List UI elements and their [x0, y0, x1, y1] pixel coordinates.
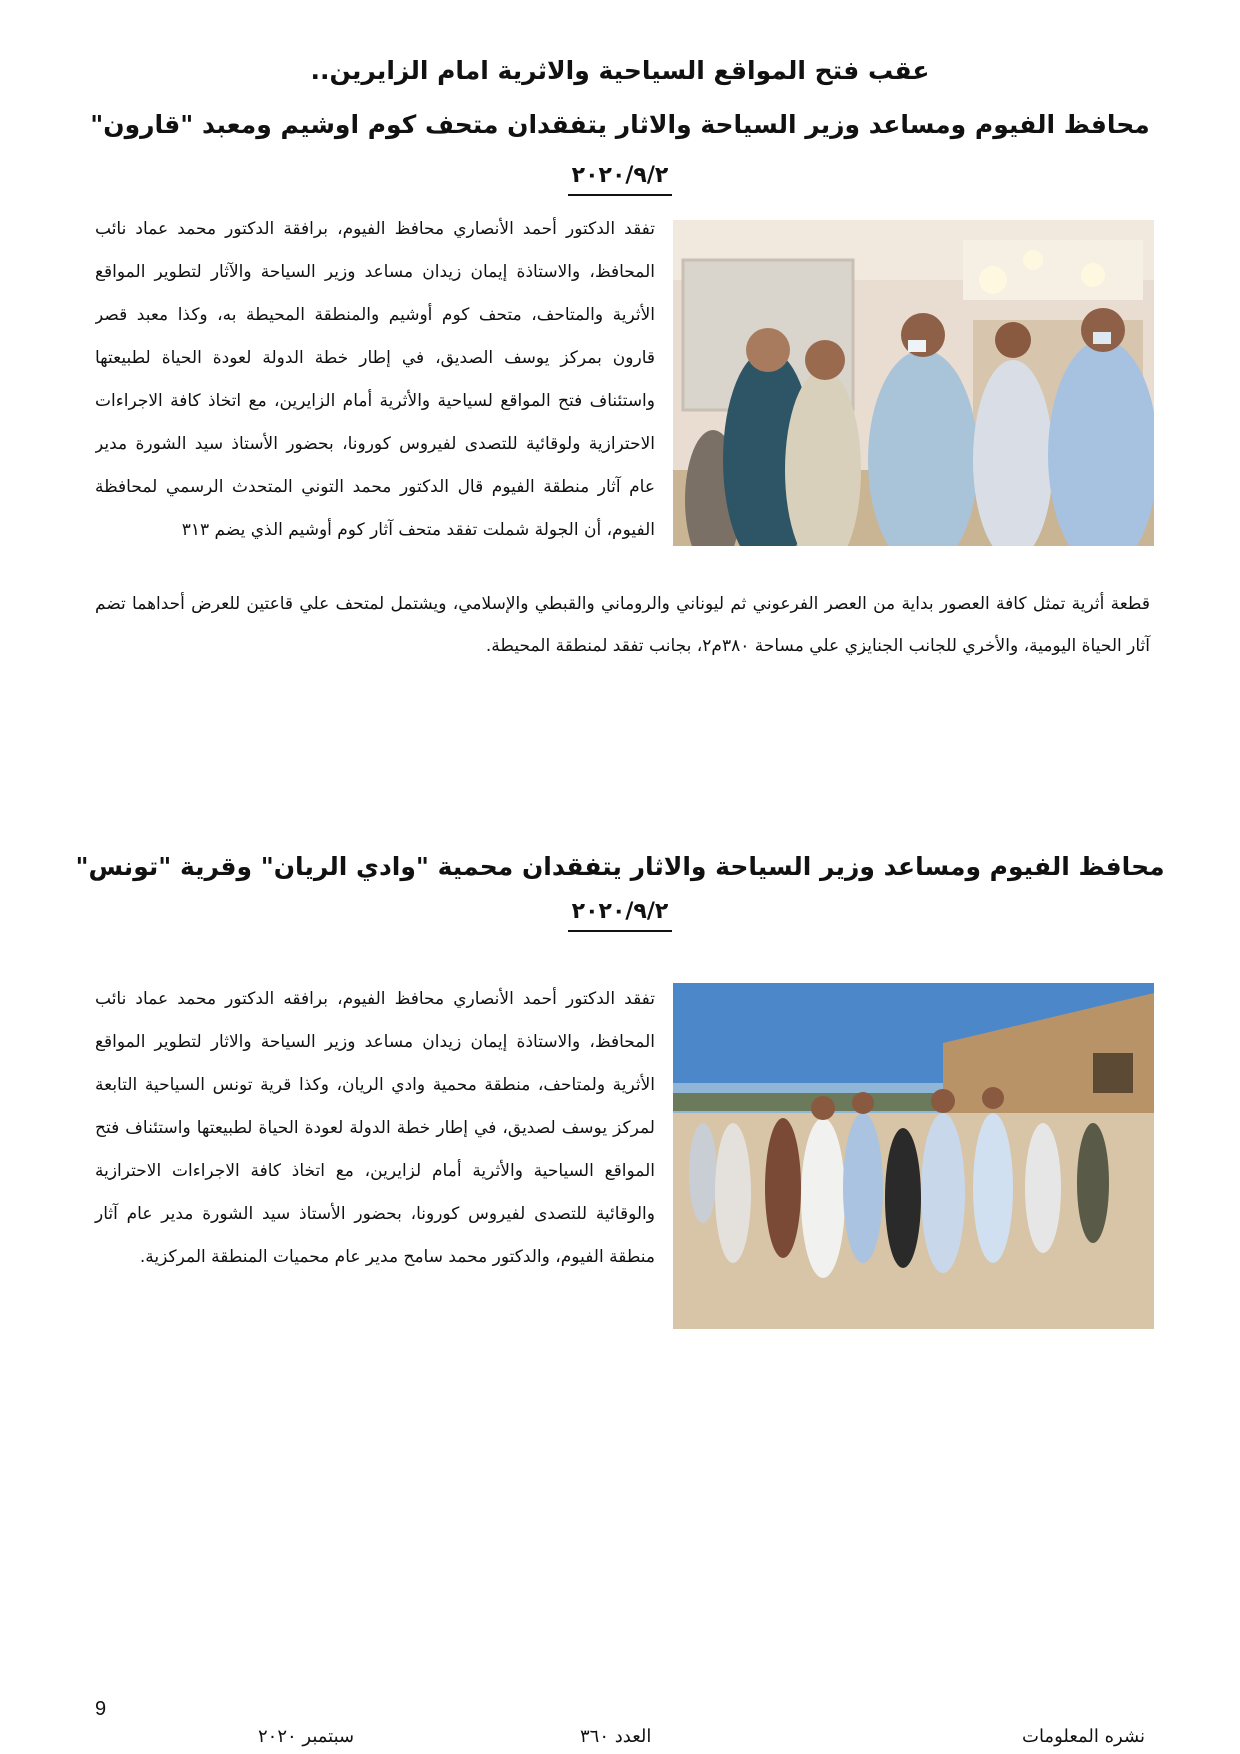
footer-issue: العدد ٣٦٠: [580, 1726, 652, 1747]
article1-paragraph-wrapped: تفقد الدكتور أحمد الأنصاري محافظ الفيوم، برافقة الدكتور محمد عماد نائب المحافظ، والاستاذة إيمان زيدان مساعد وزير السياحة والآثار لتطوير المواقع الأثرية والمتاحف، متحف كوم أوشيم والمنطقة المحيطة به، وكذا معبد قصر قارون بمركز يوسف الصديق، في إطار خطة الدولة لعودة الحياة لطبيعتها واستئناف فتح المواقع لسياحية والأثرية أمام الزايرين، مع اتخاذ كافة الاجراءات الاحترازية ولوقائية للتصدى لفيروس كورونا، بحضور الأستاذ سيد الشورة مدير عام آثار منطقة الفيوم قال الدكتور محمد التوني المتحدث الرسمي لمحافظة الفيوم، أن الجولة شملت تفقد متحف آثار كوم أوشيم الذي يضم ٣١٣: [95, 219, 655, 540]
article1-kicker: عقب فتح المواقع السياحية والاثرية امام الزايرين..: [310, 56, 930, 85]
article2-headline: محافظ الفيوم ومساعد وزير السياحة والاثار يتفقدان محمية "وادي الريان" وقرية "تونس": [75, 852, 1165, 881]
article1-museum-photo: [673, 220, 1154, 546]
article1-date: ٢٠٢٠/٩/٢: [568, 163, 672, 196]
page-number: 9: [95, 1698, 107, 1720]
article2-date: ٢٠٢٠/٩/٢: [568, 899, 672, 932]
article2-wadi-rayan-photo: [673, 983, 1154, 1329]
footer-month: سبتمبر ٢٠٢٠: [258, 1726, 355, 1747]
article1-paragraph-full: قطعة أثرية تمثل كافة العصور بداية من العصر الفرعوني ثم ليوناني والروماني والقبطي والإسلامي، ويشتمل لمتحف علي قاعتين للعرض أحداهما تضم آثار الحياة اليومية، والأخري للجانب الجنايزي علي مساحة ٣٨٠م٢، بجانب تفقد لمنطقة المحيطة.: [95, 594, 1150, 656]
footer-publication: نشره المعلومات: [1022, 1726, 1146, 1747]
article1-headline: محافظ الفيوم ومساعد وزير السياحة والاثار يتفقدان متحف كوم اوشيم ومعبد "قارون": [90, 110, 1150, 139]
article2-paragraph: تفقد الدكتور أحمد الأنصاري محافظ الفيوم، برافقه الدكتور محمد عماد نائب المحافظ، والاستاذة إيمان زيدان مساعد وزير السياحة والاثار لتطوير المواقع الأثرية ولمتاحف، منطقة محمية وادي الريان، وكذا قرية تونس السياحية التابعة لمركز يوسف لصديق، في إطار خطة الدولة لعودة الحياة لطبيعتها واستئناف فتح المواقع السياحية والأثرية أمام لزايرين، مع اتخاذ كافة الاجراءات الاحترازية والوقائية للتصدى لفيروس كورونا، بحضور الأستاذ سيد الشورة مدير عام آثار منطقة الفيوم، والدكتور محمد سامح مدير عام محميات المنطقة المركزية.: [95, 989, 655, 1267]
